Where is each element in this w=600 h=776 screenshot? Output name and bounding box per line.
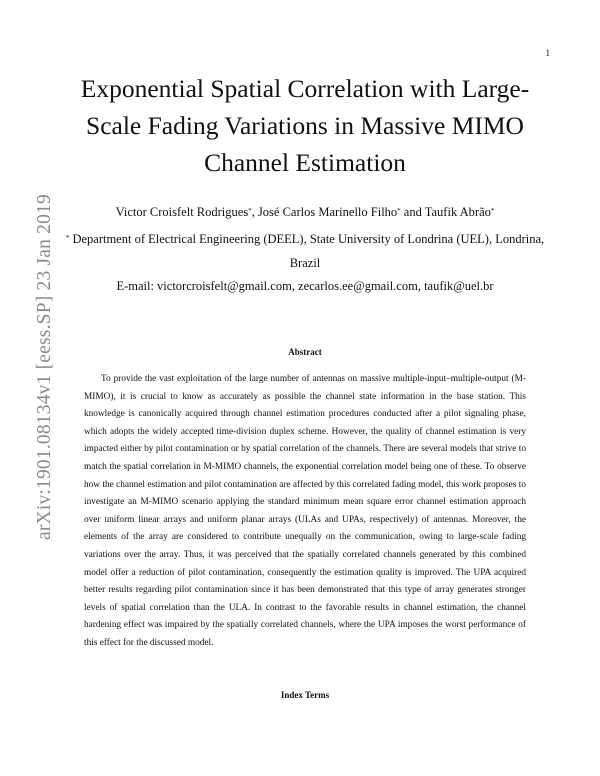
author-name: Victor Croisfelt Rodrigues <box>115 205 249 219</box>
affiliation <box>60 227 550 275</box>
abstract-heading: Abstract <box>288 347 322 357</box>
affiliation-mark: * <box>397 207 401 215</box>
affiliation-text: Department of Electrical Engineering (DEEL), State University of Londrina (UEL), Londrina, Brazil <box>69 232 545 270</box>
index-terms-heading: Index Terms <box>280 690 330 700</box>
abstract-body: To provide the vast exploitation of the large number of antennas on massive multiple-input–multiple-output (M-MIMO), it is crucial to know as accurately as possible the channel state information in the base station. This knowledge is canonically acquired through channel estimation procedures conducted after a pilot signaling phase, which adopts the widely accepted time-division duplex scheme. However, the quality of channel estimation is very impacted either by pilot contamination or by spatial correlation of the channels. There are several models that strive to match the spatial correlation in M-MIMO channels, the exponential correlation model being one of these. To observe how the channel estimation and pilot contamination are affected by this correlated fading model, this work proposes to investigate an M-MIMO scenario applying the standard minimum mean square error channel estimation approach over uniform linear arrays and uniform planar arrays (ULAs and UPAs, respectively) of antennas. Moreover, the elements of the array are considered to contribute unequally on the communication, owing to large-scale fading variations over the array. Thus, it was perceived that the spatially correlated channels generated by this combined model offer a reduction of pilot contamination, consequently the estimation quality is improved. The UPA acquired better results regarding pilot contamination since it has been demonstrated that this type of array generates stronger levels of spatial correlation than the ULA. In contrast to the favorable results in channel estimation, the channel hardening effect was impaired by the spatially correlated channels, where the UPA imposes the worst performance of this effect for the discussed model. <box>84 374 526 648</box>
paper-title: Exponential Spatial Correlation with Large-Scale Fading Variations in Massive MIMO Channel Estimation <box>80 74 530 177</box>
author-name: and Taufik Abrão <box>400 205 491 219</box>
arxiv-watermark: arXiv:1901.08134v1 [eess.SP] 23 Jan 2019 <box>34 194 55 540</box>
page-number: 1 <box>545 48 550 58</box>
affiliation-mark: * <box>65 234 70 242</box>
author-name: , José Carlos Marinello Filho <box>251 205 398 219</box>
affiliation-mark: * <box>248 207 252 215</box>
affiliation-mark: * <box>490 207 495 215</box>
author-list <box>60 204 550 220</box>
author-emails: E-mail: victorcroisfelt@gmail.com, zecarlos.ee@gmail.com, taufik@uel.br <box>116 279 494 293</box>
